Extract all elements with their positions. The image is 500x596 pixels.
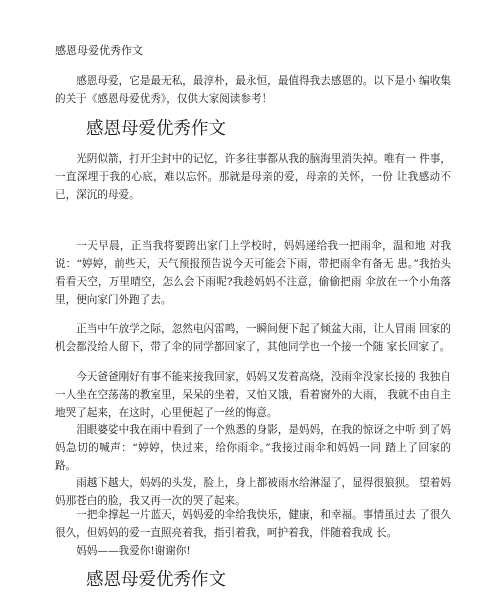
intro-paragraph: 感恩母爱，它是最无私，最淳朴，最永恒，最值得我去感恩的。以下是小 编收集的关于《感恩母爱优秀》，仅供大家阅读参考！ [55,75,451,105]
document-title: 感恩母爱优秀作文 [55,44,143,57]
body-paragraph-6: 雨越下越大，妈妈的头发，脸上，身上都被雨水给淋湿了，显得很狼狈。 望着妈妈那苍白的脸，我又再一次的哭了起来。 [55,477,451,507]
footer-heading: 感恩母爱优秀作文 [86,570,226,590]
body-paragraph-5: 泪眼婆娑中我在雨中看到了一个熟悉的身影，是妈妈，在我的惊讶之中听 到了妈妈急切的喊声：“婷婷，快过来，给你雨伞。”我接过雨伞和妈妈一同 踏上了回家的路。 [55,424,451,472]
body-paragraph-4: 今天爸爸刚好有事不能来接我回家，妈妈又发着高烧，没雨伞没家长接的 我独自一人坐在空荡荡的教室里，呆呆的坐着，又怕又饿，看着窗外的大雨， 我就不由自主地哭了起来，在这时，心里便起了一丝的悔意。 [55,371,451,419]
body-paragraph-3: 正当中午放学之际，忽然电闪雷鸣，一瞬间便下起了倾盆大雨，让人冒雨 回家的机会都没给人留下，带了伞的同学都回家了，其他同学也一个接一个随 家长回家了。 [55,323,451,353]
body-paragraph-1: 光阴似箭，打开尘封中的记忆，许多往事都从我的脑海里消失掉。唯有一 件事，一直深埋于我的心底，难以忘怀。那就是母亲的爱，母亲的关怀，一份 让我感动不已，深沉的母爱。 [55,153,451,201]
section-heading: 感恩母爱优秀作文 [86,119,226,139]
body-paragraph-7: 一把伞撑起一片蓝天，妈妈爱的伞给我快乐，健康，和幸福。事情虽过去 了很久很久，但妈妈的爱一直照亮着我，指引着我，呵护着我，伴随着我成 长。 [55,509,451,539]
body-paragraph-8: 妈妈——我爱你!谢谢你! [76,545,191,557]
body-paragraph-2: 一天早晨，正当我将要跨出家门上学校时，妈妈递给我一把雨伞，温和地 对我说：“婷婷，前些天，天气预报预告说今天可能会下雨，带把雨伞有备无 患。”我抬头看看天空，万里晴空，怎么会下雨呢?我趁妈妈不注意，偷偷把雨 伞放在一个小角落里，便向家门外跑了去。 [55,240,451,306]
